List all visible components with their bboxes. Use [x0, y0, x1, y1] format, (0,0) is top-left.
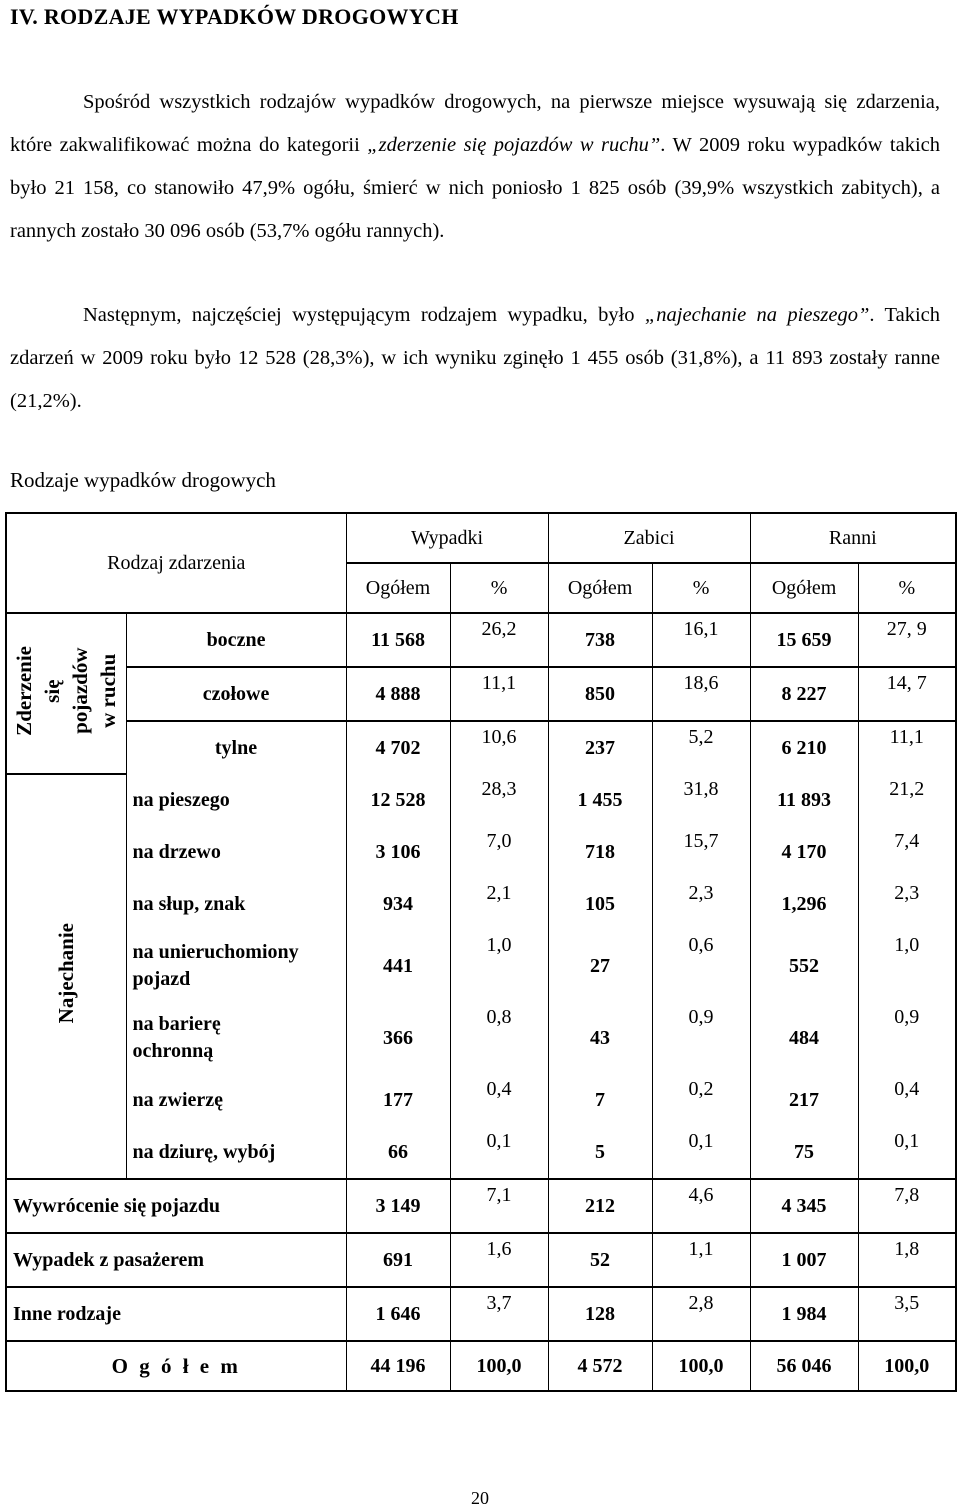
- cell-total-zabici-pct: 100,0: [652, 1341, 750, 1391]
- cell-total-wypadki-pct: 100,0: [450, 1341, 548, 1391]
- header-row-1: [6, 513, 956, 563]
- cell-wypadki-pct: 7,1: [450, 1179, 548, 1233]
- cell-zabici-pct: 4,6: [652, 1179, 750, 1233]
- cell-ranni-pct: 11,1: [858, 721, 956, 774]
- cell-wypadki-ogolem: 3 106: [346, 826, 450, 878]
- paragraph-2-emphasis: „najechanie na pieszego”: [644, 304, 870, 326]
- cell-zabici-ogolem: 27: [548, 930, 652, 1002]
- accident-types-table: [5, 512, 957, 1392]
- cell-zabici-pct: 16,1: [652, 613, 750, 667]
- cell-wypadki-ogolem: 691: [346, 1233, 450, 1287]
- cell-zabici-pct: 2,8: [652, 1287, 750, 1341]
- row-label: Inne rodzaje: [6, 1287, 346, 1341]
- cell-zabici-ogolem: 52: [548, 1233, 652, 1287]
- group-label-zderzenie-line: Zderzenie: [12, 645, 37, 736]
- table-caption: Rodzaje wypadków drogowych: [10, 468, 276, 492]
- cell-ranni-ogolem: 75: [750, 1126, 858, 1179]
- cell-total-zabici-ogolem: 4 572: [548, 1341, 652, 1391]
- header-zabici: Zabici: [548, 513, 750, 563]
- cell-ranni-ogolem: 4 170: [750, 826, 858, 878]
- row-label: Wywrócenie się pojazdu: [6, 1179, 346, 1233]
- table-row: [6, 1126, 956, 1179]
- cell-wypadki-ogolem: 11 568: [346, 613, 450, 667]
- cell-zabici-pct: 15,7: [652, 826, 750, 878]
- row-label: na dziurę, wybój: [126, 1126, 346, 1179]
- row-label: na unieruchomiony pojazd: [126, 930, 346, 1002]
- row-label: czołowe: [126, 667, 346, 721]
- table-row: [6, 1233, 956, 1287]
- cell-zabici-ogolem: 105: [548, 878, 652, 930]
- cell-zabici-pct: 18,6: [652, 667, 750, 721]
- total-row: [6, 1341, 956, 1391]
- cell-total-ranni-ogolem: 56 046: [750, 1341, 858, 1391]
- paragraph-1-text-b: . W 2009 roku wypadków takich było 21 158, co stanowiło 47,9% ogółu, śmierć w nich poniosło 1 825 osób (39,9% wszystkich zabitych), a rannych zostało 30 096 osób (53,7% ogółu rannych).: [10, 134, 940, 242]
- cell-ranni-ogolem: 8 227: [750, 667, 858, 721]
- cell-wypadki-pct: 3,7: [450, 1287, 548, 1341]
- cell-zabici-pct: 1,1: [652, 1233, 750, 1287]
- cell-zabici-pct: 31,8: [652, 774, 750, 826]
- cell-wypadki-ogolem: 934: [346, 878, 450, 930]
- page-number: 20: [471, 1488, 489, 1508]
- cell-ranni-pct: 0,1: [858, 1126, 956, 1179]
- cell-ranni-ogolem: 484: [750, 1002, 858, 1074]
- total-label: [6, 1341, 346, 1391]
- group-label-zderzenie-line: pojazdów: [68, 647, 93, 734]
- cell-ranni-pct: 0,4: [858, 1074, 956, 1126]
- table-row: [6, 1002, 956, 1074]
- cell-zabici-pct: 0,1: [652, 1126, 750, 1179]
- row-label: na pieszego: [126, 774, 346, 826]
- group-label-najechanie-text: Najechanie: [54, 923, 79, 1024]
- row-label: Wypadek z pasażerem: [6, 1233, 346, 1287]
- cell-ranni-pct: 0,9: [858, 1002, 956, 1074]
- cell-wypadki-pct: 28,3: [450, 774, 548, 826]
- table-row: [6, 774, 956, 826]
- cell-ranni-pct: 1,8: [858, 1233, 956, 1287]
- cell-wypadki-ogolem: 1 646: [346, 1287, 450, 1341]
- cell-ranni-pct: 21,2: [858, 774, 956, 826]
- cell-ranni-ogolem: 1 007: [750, 1233, 858, 1287]
- cell-zabici-ogolem: 43: [548, 1002, 652, 1074]
- table-row: [6, 667, 956, 721]
- cell-wypadki-pct: 7,0: [450, 826, 548, 878]
- cell-wypadki-ogolem: 4 888: [346, 667, 450, 721]
- table-row: [6, 1179, 956, 1233]
- header-wypadki-ogolem: Ogółem: [346, 563, 450, 613]
- cell-zabici-pct: 0,6: [652, 930, 750, 1002]
- cell-ranni-ogolem: 4 345: [750, 1179, 858, 1233]
- row-label: na słup, znak: [126, 878, 346, 930]
- section-heading: IV. RODZAJE WYPADKÓW DROGOWYCH: [10, 4, 459, 29]
- cell-wypadki-ogolem: 177: [346, 1074, 450, 1126]
- cell-total-ranni-pct: 100,0: [858, 1341, 956, 1391]
- cell-wypadki-ogolem: 4 702: [346, 721, 450, 774]
- cell-total-wypadki-ogolem: 44 196: [346, 1341, 450, 1391]
- group-label-zderzenie-line: w ruchu: [96, 653, 121, 728]
- paragraph-2-text-b: . Takich zdarzeń w 2009 roku było 12 528 (28,3%), w ich wyniku zginęło 1 455 osób (31,8%), a 11 893 zostały ranne (21,2%).: [10, 304, 940, 412]
- group-label-zderzenie-text: [10, 646, 122, 736]
- cell-ranni-ogolem: 1,296: [750, 878, 858, 930]
- row-label: na drzewo: [126, 826, 346, 878]
- cell-ranni-pct: 27, 9: [858, 613, 956, 667]
- cell-wypadki-pct: 0,8: [450, 1002, 548, 1074]
- cell-wypadki-pct: 26,2: [450, 613, 548, 667]
- total-label-text: O g ó ł e m: [111, 1353, 241, 1378]
- cell-wypadki-ogolem: 441: [346, 930, 450, 1002]
- cell-ranni-pct: 7,4: [858, 826, 956, 878]
- table-row: [6, 826, 956, 878]
- header-wypadki: Wypadki: [346, 513, 548, 563]
- cell-ranni-pct: 2,3: [858, 878, 956, 930]
- header-zabici-pct: %: [652, 563, 750, 613]
- cell-zabici-ogolem: 237: [548, 721, 652, 774]
- cell-wypadki-pct: 1,0: [450, 930, 548, 1002]
- cell-ranni-pct: 3,5: [858, 1287, 956, 1341]
- header-ranni-ogolem: Ogółem: [750, 563, 858, 613]
- cell-wypadki-pct: 0,4: [450, 1074, 548, 1126]
- header-ranni: Ranni: [750, 513, 956, 563]
- row-label: boczne: [126, 613, 346, 667]
- header-ranni-pct: %: [858, 563, 956, 613]
- table-body: [6, 513, 956, 1391]
- table-row: [6, 1074, 956, 1126]
- paragraph-1-emphasis: „zderzenie się pojazdów w ruchu”: [367, 134, 661, 156]
- group-label-zderzenie-line: się: [40, 678, 65, 703]
- cell-wypadki-ogolem: 3 149: [346, 1179, 450, 1233]
- header-wypadki-pct: %: [450, 563, 548, 613]
- cell-zabici-ogolem: 1 455: [548, 774, 652, 826]
- cell-wypadki-pct: 2,1: [450, 878, 548, 930]
- cell-wypadki-ogolem: 66: [346, 1126, 450, 1179]
- cell-zabici-ogolem: 5: [548, 1126, 652, 1179]
- table-row: [6, 721, 956, 774]
- cell-wypadki-pct: 0,1: [450, 1126, 548, 1179]
- cell-ranni-ogolem: 1 984: [750, 1287, 858, 1341]
- cell-ranni-pct: 14, 7: [858, 667, 956, 721]
- cell-wypadki-ogolem: 366: [346, 1002, 450, 1074]
- cell-ranni-pct: 7,8: [858, 1179, 956, 1233]
- cell-wypadki-pct: 1,6: [450, 1233, 548, 1287]
- cell-ranni-ogolem: 15 659: [750, 613, 858, 667]
- cell-ranni-ogolem: 217: [750, 1074, 858, 1126]
- cell-wypadki-pct: 10,6: [450, 721, 548, 774]
- cell-ranni-ogolem: 6 210: [750, 721, 858, 774]
- cell-zabici-pct: 5,2: [652, 721, 750, 774]
- paragraph-1-text-a: Spośród wszystkich rodzajów wypadków drogowych, na pierwsze miejsce wysuwają się zdarzenia, które zakwalifikować można do kategorii: [10, 91, 940, 156]
- group-label-najechanie: [6, 774, 126, 1179]
- header-rodzaj: Rodzaj zdarzenia: [6, 513, 346, 613]
- table-row: [6, 613, 956, 667]
- group-label-zderzenie: [6, 613, 126, 774]
- cell-ranni-ogolem: 552: [750, 930, 858, 1002]
- cell-zabici-ogolem: 128: [548, 1287, 652, 1341]
- row-label: na zwierzę: [126, 1074, 346, 1126]
- row-label: na barierę ochronną: [126, 1002, 346, 1074]
- cell-zabici-pct: 0,2: [652, 1074, 750, 1126]
- cell-wypadki-ogolem: 12 528: [346, 774, 450, 826]
- cell-ranni-ogolem: 11 893: [750, 774, 858, 826]
- paragraph-2: [10, 294, 940, 423]
- cell-ranni-pct: 1,0: [858, 930, 956, 1002]
- paragraph-2-text-a: Następnym, najczęściej występującym rodzajem wypadku, było: [83, 304, 645, 326]
- cell-zabici-pct: 0,9: [652, 1002, 750, 1074]
- cell-wypadki-pct: 11,1: [450, 667, 548, 721]
- cell-zabici-ogolem: 718: [548, 826, 652, 878]
- cell-zabici-ogolem: 7: [548, 1074, 652, 1126]
- table-row: [6, 930, 956, 1002]
- table-row: [6, 1287, 956, 1341]
- header-zabici-ogolem: Ogółem: [548, 563, 652, 613]
- row-label: tylne: [126, 721, 346, 774]
- cell-zabici-ogolem: 738: [548, 613, 652, 667]
- cell-zabici-pct: 2,3: [652, 878, 750, 930]
- paragraph-1: [10, 81, 940, 253]
- table-row: [6, 878, 956, 930]
- cell-zabici-ogolem: 212: [548, 1179, 652, 1233]
- cell-zabici-ogolem: 850: [548, 667, 652, 721]
